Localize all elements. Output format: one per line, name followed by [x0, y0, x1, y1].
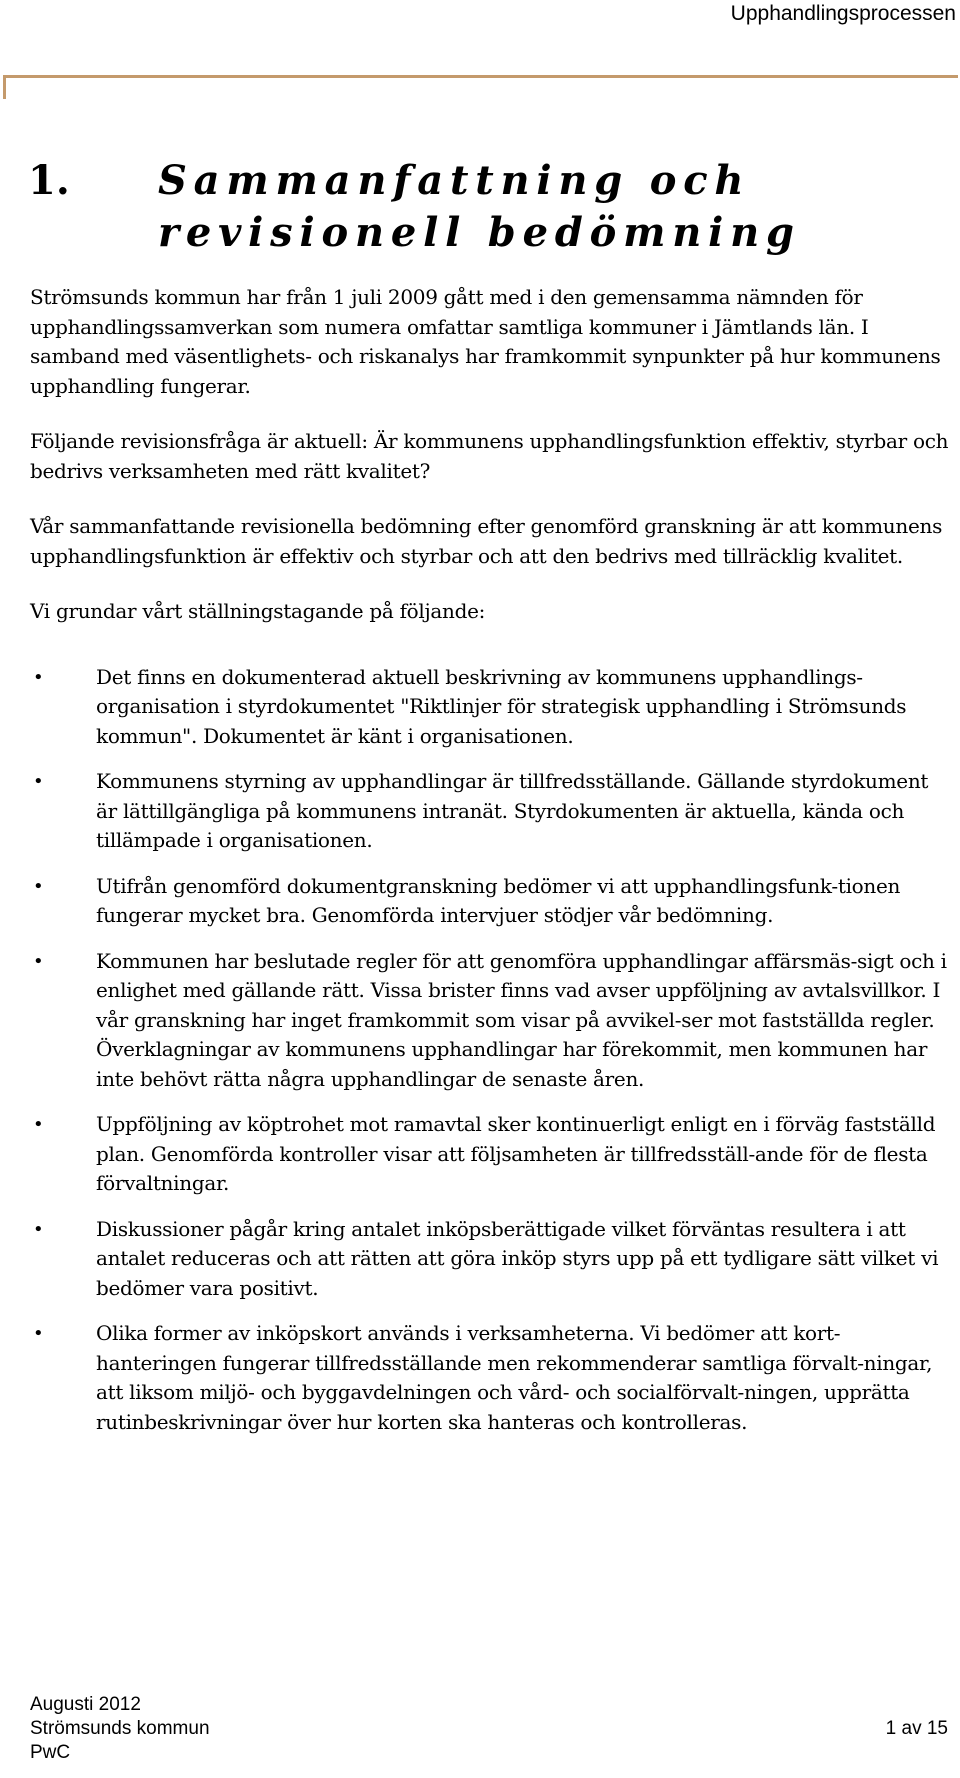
list-item-text: Det finns en dokumenterad aktuell beskrivning av kommunens upphandlings-organisation i styrdokumentet "Riktlinjer för strategisk upphandling i Strömsunds kommun". Dokumentet är känt i organisationen.: [96, 664, 907, 748]
bullet-icon: •: [33, 1323, 44, 1344]
intro-paragraph: Strömsunds kommun har från 1 juli 2009 gått med i den gemensamma nämnden för upphandlingssamverkan som numera omfattar samtliga kommuner i Jämtlands län. I samband med väsentlighets- och riskanalys har framkommit synpunkter på hur kommunens upphandling fungerar.: [30, 285, 941, 398]
list-item: [30, 1215, 950, 1304]
footer-organization: Strömsunds kommun: [30, 1718, 210, 1739]
bullet-icon: •: [33, 950, 44, 972]
list-item-text: Uppföljning av köptrohet mot ramavtal sker kontinuerligt enligt en i förväg fastställd plan. Genomförda kontroller visar att följsamheten är tillfredsställ-ande för de flesta förvaltningar.: [96, 1112, 936, 1195]
list-item: [30, 872, 950, 931]
list-item: [30, 1110, 950, 1199]
footer-author: PwC: [30, 1742, 71, 1763]
basis-paragraph: Vi grundar vårt ställningstagande på följande:: [30, 599, 486, 623]
section-number: 1.: [28, 157, 70, 204]
list-item: [30, 1319, 950, 1437]
section-heading: [28, 155, 948, 259]
bullet-icon: •: [33, 666, 44, 688]
assessment-paragraph: Vår sammanfattande revisionella bedömning efter genomförd granskning är att kommunens upphandlingsfunktion är effektiv och styrbar och att den bedrivs med tillräcklig kvalitet.: [30, 514, 943, 568]
document-body: [30, 283, 950, 1453]
bullet-icon: •: [33, 1114, 44, 1135]
list-item-text: Olika former av inköpskort används i verksamheterna. Vi bedömer att kort-hanteringen fungerar tillfredsställande men rekommenderar samtliga förvalt-ningar, att liksom miljö- och byggavdelningen och vård- och socialförvalt-ningen, upprätta rutinbeskrivningar över hur korten ska hanteras och kontrolleras.: [96, 1321, 933, 1434]
footer-date: Augusti 2012: [30, 1694, 141, 1715]
list-item: [30, 947, 950, 1095]
header-rule-tick: [3, 75, 6, 99]
bullet-icon: •: [33, 1218, 44, 1240]
bullet-icon: •: [33, 875, 44, 897]
findings-list: [30, 663, 950, 1438]
list-item-text: Kommunens styrning av upphandlingar är tillfredsställande. Gällande styrdokument är lättillgängliga på kommunens intranät. Styrdokumenten är aktuella, kända och tillämpade i organisationen.: [96, 769, 929, 852]
header-rule: [3, 75, 958, 78]
page-footer: [30, 1693, 948, 1765]
list-item-text: Diskussioner pågår kring antalet inköpsberättigade vilket förväntas resultera i att antalet reduceras och att rätten att göra inköp styrs upp på ett tydligare sätt vilket vi bedömer vara positivt.: [96, 1216, 939, 1300]
list-item: [30, 767, 950, 856]
section-title: Sammanfattning och revisionell bedömning: [158, 157, 801, 256]
list-item-text: Utifrån genomförd dokumentgranskning bedömer vi att upphandlingsfunk-tionen fungerar mycket bra. Genomförda intervjuer stödjer vår bedömning.: [96, 873, 901, 927]
footer-row: [30, 1717, 948, 1741]
bullet-icon: •: [33, 771, 44, 792]
list-item-text: Kommunen har beslutade regler för att genomföra upphandlingar affärsmäs-sigt och i enlighet med gällande rätt. Vissa brister finns vad avser uppföljning av avtalsvillkor. I vår granskning har inget framkommit som visar på avvikel-ser mot fastställda regler. Överklagningar av kommunens upphandlingar har förekommit, men kommunen har inte behövt rätta några upphandlingar de senaste åren.: [96, 948, 947, 1091]
audit-question-paragraph: Följande revisionsfråga är aktuell: Är kommunens upphandlingsfunktion effektiv, styrbar och bedrivs verksamheten med rätt kvalitet?: [30, 429, 949, 483]
page-number: 1 av 15: [885, 1718, 948, 1739]
list-item: [30, 663, 950, 752]
running-header: Upphandlingsprocessen: [730, 2, 956, 25]
